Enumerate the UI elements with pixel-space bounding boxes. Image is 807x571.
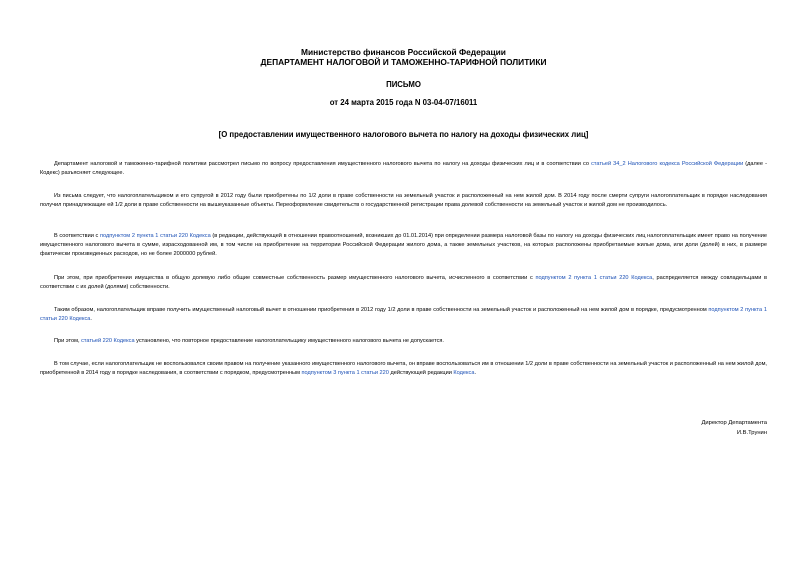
paragraph-text: В соответствии с — [54, 233, 100, 239]
paragraph-2 — [40, 192, 767, 210]
paragraph-text: При этом, — [54, 338, 82, 344]
document-header — [0, 47, 807, 67]
link-subparagraph-2-article-220[interactable]: подпунктом 2 пункта 1 статьи 220 Кодекса — [535, 275, 653, 281]
paragraph-1 — [40, 160, 767, 178]
paragraph-text: Из письма следует, что налогоплательщиком и его супругой в 2012 году были приобретены по 1/2 доли в праве собственности на земельный участок и расположенный на нем жилой дом. В 2014 году после смерти супруги налогоплательщик в порядке наследования получил принадлежащие ей 1/2 доли в праве собственности на вышеуказанные объекты. Переоформление свидетельств о государственной регистрации права долевой собственности на земельный участок и жилой дом не производилось. — [40, 193, 767, 209]
paragraph-text: При этом, при приобретении имущества в общую долевую либо общие совместные собственность размер имущественного налогового вычета, исчисленного в соответствии с — [54, 275, 536, 281]
doc-title: [О предоставлении имущественного налогового вычета по налогу на доходы физических лиц] — [218, 130, 589, 139]
paragraph-3 — [40, 232, 767, 260]
paragraph-text: действующей редакции — [388, 370, 454, 377]
link-article-220[interactable]: статьей 220 Кодекса — [81, 338, 135, 344]
ministry-name: Министерство финансов Российской Федерации — [301, 47, 506, 57]
paragraph-text: Таким образом, налогоплательщик вправе получить имущественный налоговый вычет в отношении приобретения в 2012 году 1/2 доли в праве собственности на земельный участок и расположенный на нем жилой дом в порядке, предусмотренном — [54, 307, 709, 313]
link-article-34-2[interactable]: статьей 34_2 Налогового кодекса Российской Федерации — [591, 161, 744, 167]
paragraph-text: . — [474, 370, 477, 377]
link-subparagraph-2-article-220[interactable]: подпунктом 2 пункта 1 статьи 220 Кодекса — [99, 233, 211, 239]
signature-block — [701, 418, 767, 438]
paragraph-text: (далее - Кодекс) разъясняет следующее. — [40, 161, 767, 177]
paragraph-7 — [40, 360, 767, 378]
doc-date-number: от 24 марта 2015 года N 03-04-07/16011 — [329, 98, 478, 107]
paragraph-6 — [40, 337, 767, 346]
paragraph-text: , распределяется между совладельцами в соответствии с их долей (долями) собственности. — [40, 275, 767, 291]
paragraph-4 — [40, 274, 767, 292]
link-code[interactable]: Кодекса — [453, 370, 475, 377]
link-subparagraph-2-article-220[interactable]: подпунктом 2 пункта 1 статьи 220 Кодекса — [40, 307, 767, 323]
signer-name: И.В.Трунин — [736, 430, 767, 436]
signer-position: Директор Департамента — [701, 420, 767, 426]
doc-type: ПИСЬМО — [386, 80, 421, 89]
paragraph-text: (в редакции, действующей в отношении правоотношений, возникших до 01.01.2014) при определении размера налоговой базы по налогу на доходы физических лиц налогоплательщик имеет право на получение имущественного налогового вычета в сумме, израсходованной им, в том числе на приобретение на территории Российской Федерации жилого дома, а также земельных участков, на которых расположены приобретаемые жилые дома, или доли (долей) в них, в размере фактически произведенных расходов, но не более 2000000 рублей. — [40, 233, 768, 258]
paragraph-text: . — [90, 316, 92, 323]
paragraph-5 — [40, 306, 767, 324]
link-subparagraph-3-article-220[interactable]: подпунктом 3 пункта 1 статьи 220 — [301, 370, 389, 377]
department-name: ДЕПАРТАМЕНТ НАЛОГОВОЙ И ТАМОЖЕННО-ТАРИФНОЙ ПОЛИТИКИ — [260, 57, 547, 67]
paragraph-text: установлено, что повторное предоставление налогоплательщику имущественного налогового вычета не допускается. — [134, 338, 444, 344]
paragraph-text: Департамент налоговой и таможенно-тарифной политики рассмотрел письмо по вопросу предоставления имущественного налогового вычета по налогу на доходы физических лиц и в соответствии со — [54, 161, 592, 167]
paragraph-text: В том случае, если налогоплательщик не воспользовался своим правом на получение указанного имущественного налогового вычета, он вправе воспользоваться им в отношении 1/2 доли в праве собственности на земельный участок и расположенный на нем жилой дом, приобретенной в 2014 году в порядке наследования, в соответствии с порядком, предусмотренным — [40, 361, 767, 377]
